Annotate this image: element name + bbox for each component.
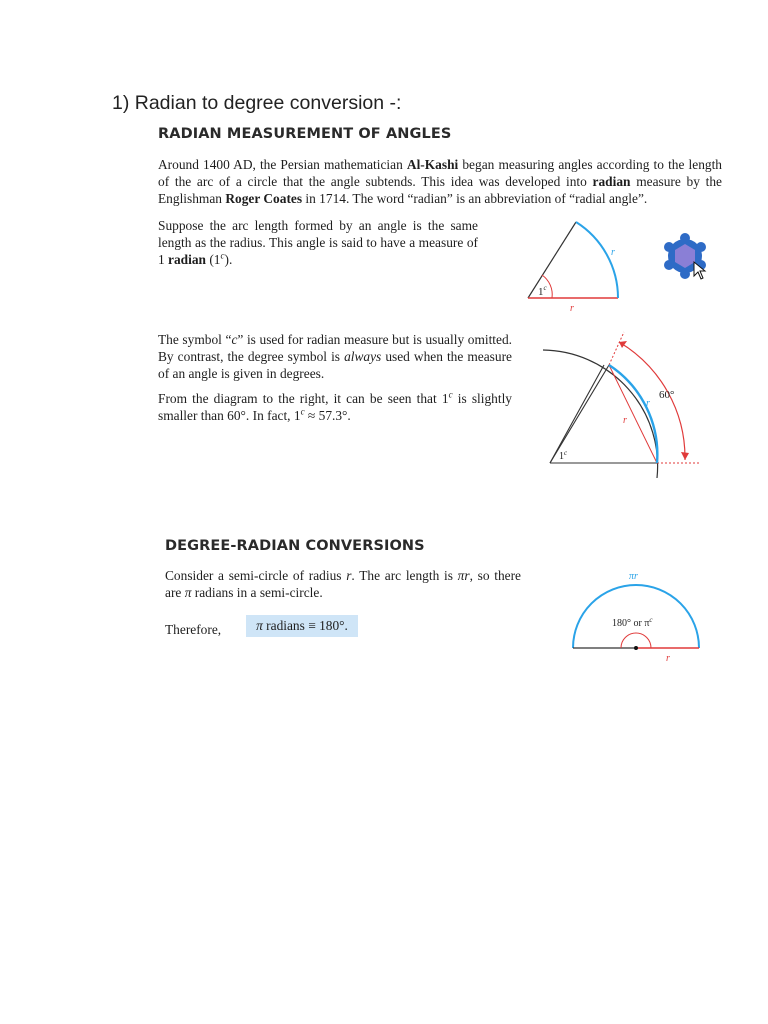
angle-label: 1$^c$ — [559, 449, 568, 462]
text-run: ” is used for radian measure but is usually omitted. By contrast, the degree symbol is — [158, 332, 513, 364]
text-run: radian — [592, 174, 631, 189]
radius-label: r — [570, 303, 574, 314]
arc-label: r — [611, 247, 615, 258]
text-run: measure by the Englishman — [158, 174, 722, 206]
arc-one-radian — [576, 222, 618, 298]
arc-label: πr — [629, 571, 638, 582]
paragraph-symbol — [158, 331, 512, 382]
text-run: Suppose the arc length formed by an angle is the same length as the radius. This angle is said to have a measure of 1 — [158, 218, 478, 267]
demo-button[interactable] — [660, 216, 710, 286]
conversion-formula — [246, 615, 358, 637]
radius-label: r — [666, 653, 670, 664]
paragraph-history — [158, 156, 722, 207]
radius-label: r — [623, 415, 627, 426]
therefore-label: Therefore, — [165, 622, 222, 637]
radius-line-one-radian — [550, 365, 604, 463]
text-run: πr — [457, 568, 470, 583]
text-run: Consider a semi-circle of radius — [165, 568, 347, 583]
text-run: in 1714. The word “radian” is an abbreviation of “radial angle”. — [302, 191, 648, 206]
section-title-degree-radian: DEGREE-RADIAN CONVERSIONS — [165, 538, 425, 554]
text-run: π — [256, 618, 263, 633]
text-run: ≈ 57.3°. — [304, 408, 351, 423]
angle-label: 1$^c$ — [538, 284, 547, 298]
text-run: (1 — [206, 252, 221, 267]
text-run: Al-Kashi — [406, 157, 459, 172]
radius-line-sixty — [550, 365, 609, 463]
text-run: radians ≡ 180°. — [262, 618, 348, 633]
text-run: r — [346, 568, 352, 583]
arc-label: r — [646, 398, 650, 409]
text-run: c — [300, 406, 305, 417]
text-run: From the diagram to the right, it can be seen that 1 — [158, 391, 449, 406]
radius-line-slanted — [528, 222, 576, 298]
text-run: Around 1400 AD, the Persian mathematician — [158, 157, 407, 172]
text-run: ). — [224, 252, 233, 267]
paragraph-semicircle — [165, 567, 521, 601]
angle-label: 180° or $\pi^c$ — [612, 616, 653, 629]
radian-vs-sixty-diagram — [540, 330, 710, 480]
arc-sixty-degrees — [619, 342, 685, 460]
semicircle-arc — [573, 585, 699, 648]
text-run: π — [184, 585, 192, 600]
degree-label: 60° — [659, 389, 675, 401]
section-title-radian-measurement: RADIAN MEASUREMENT OF ANGLES — [158, 126, 452, 142]
one-radian-diagram — [520, 215, 630, 315]
text-run: used when the measure of an angle is given in degrees. — [158, 349, 512, 381]
text-run: radian — [168, 252, 206, 267]
text-run: always — [344, 349, 382, 364]
ray-extension-dotted — [609, 332, 624, 365]
text-run: Roger Coates — [225, 191, 303, 206]
text-run: c — [220, 250, 225, 261]
arrow-head-bottom — [681, 452, 689, 460]
text-run: is slightly smaller than 60°. In fact, 1 — [158, 391, 512, 423]
text-run: c — [448, 389, 453, 400]
text-run: c — [231, 332, 238, 347]
text-run: began measuring angles according to the length of the arc of a circle that the angle subtends. This idea was developed into — [158, 157, 723, 189]
angle-marker-semicircle — [621, 633, 651, 648]
text-run: . The arc length is — [351, 568, 458, 583]
center-point — [634, 646, 638, 650]
text-run: The symbol “ — [158, 332, 232, 347]
semicircle-diagram — [565, 568, 710, 668]
text-run: , so there are — [165, 568, 521, 600]
text-run: radians in a semi-circle. — [191, 585, 323, 600]
main-heading: 1) Radian to degree conversion -: — [112, 92, 402, 114]
paragraph-definition — [158, 217, 478, 268]
paragraph-comparison — [158, 390, 512, 424]
